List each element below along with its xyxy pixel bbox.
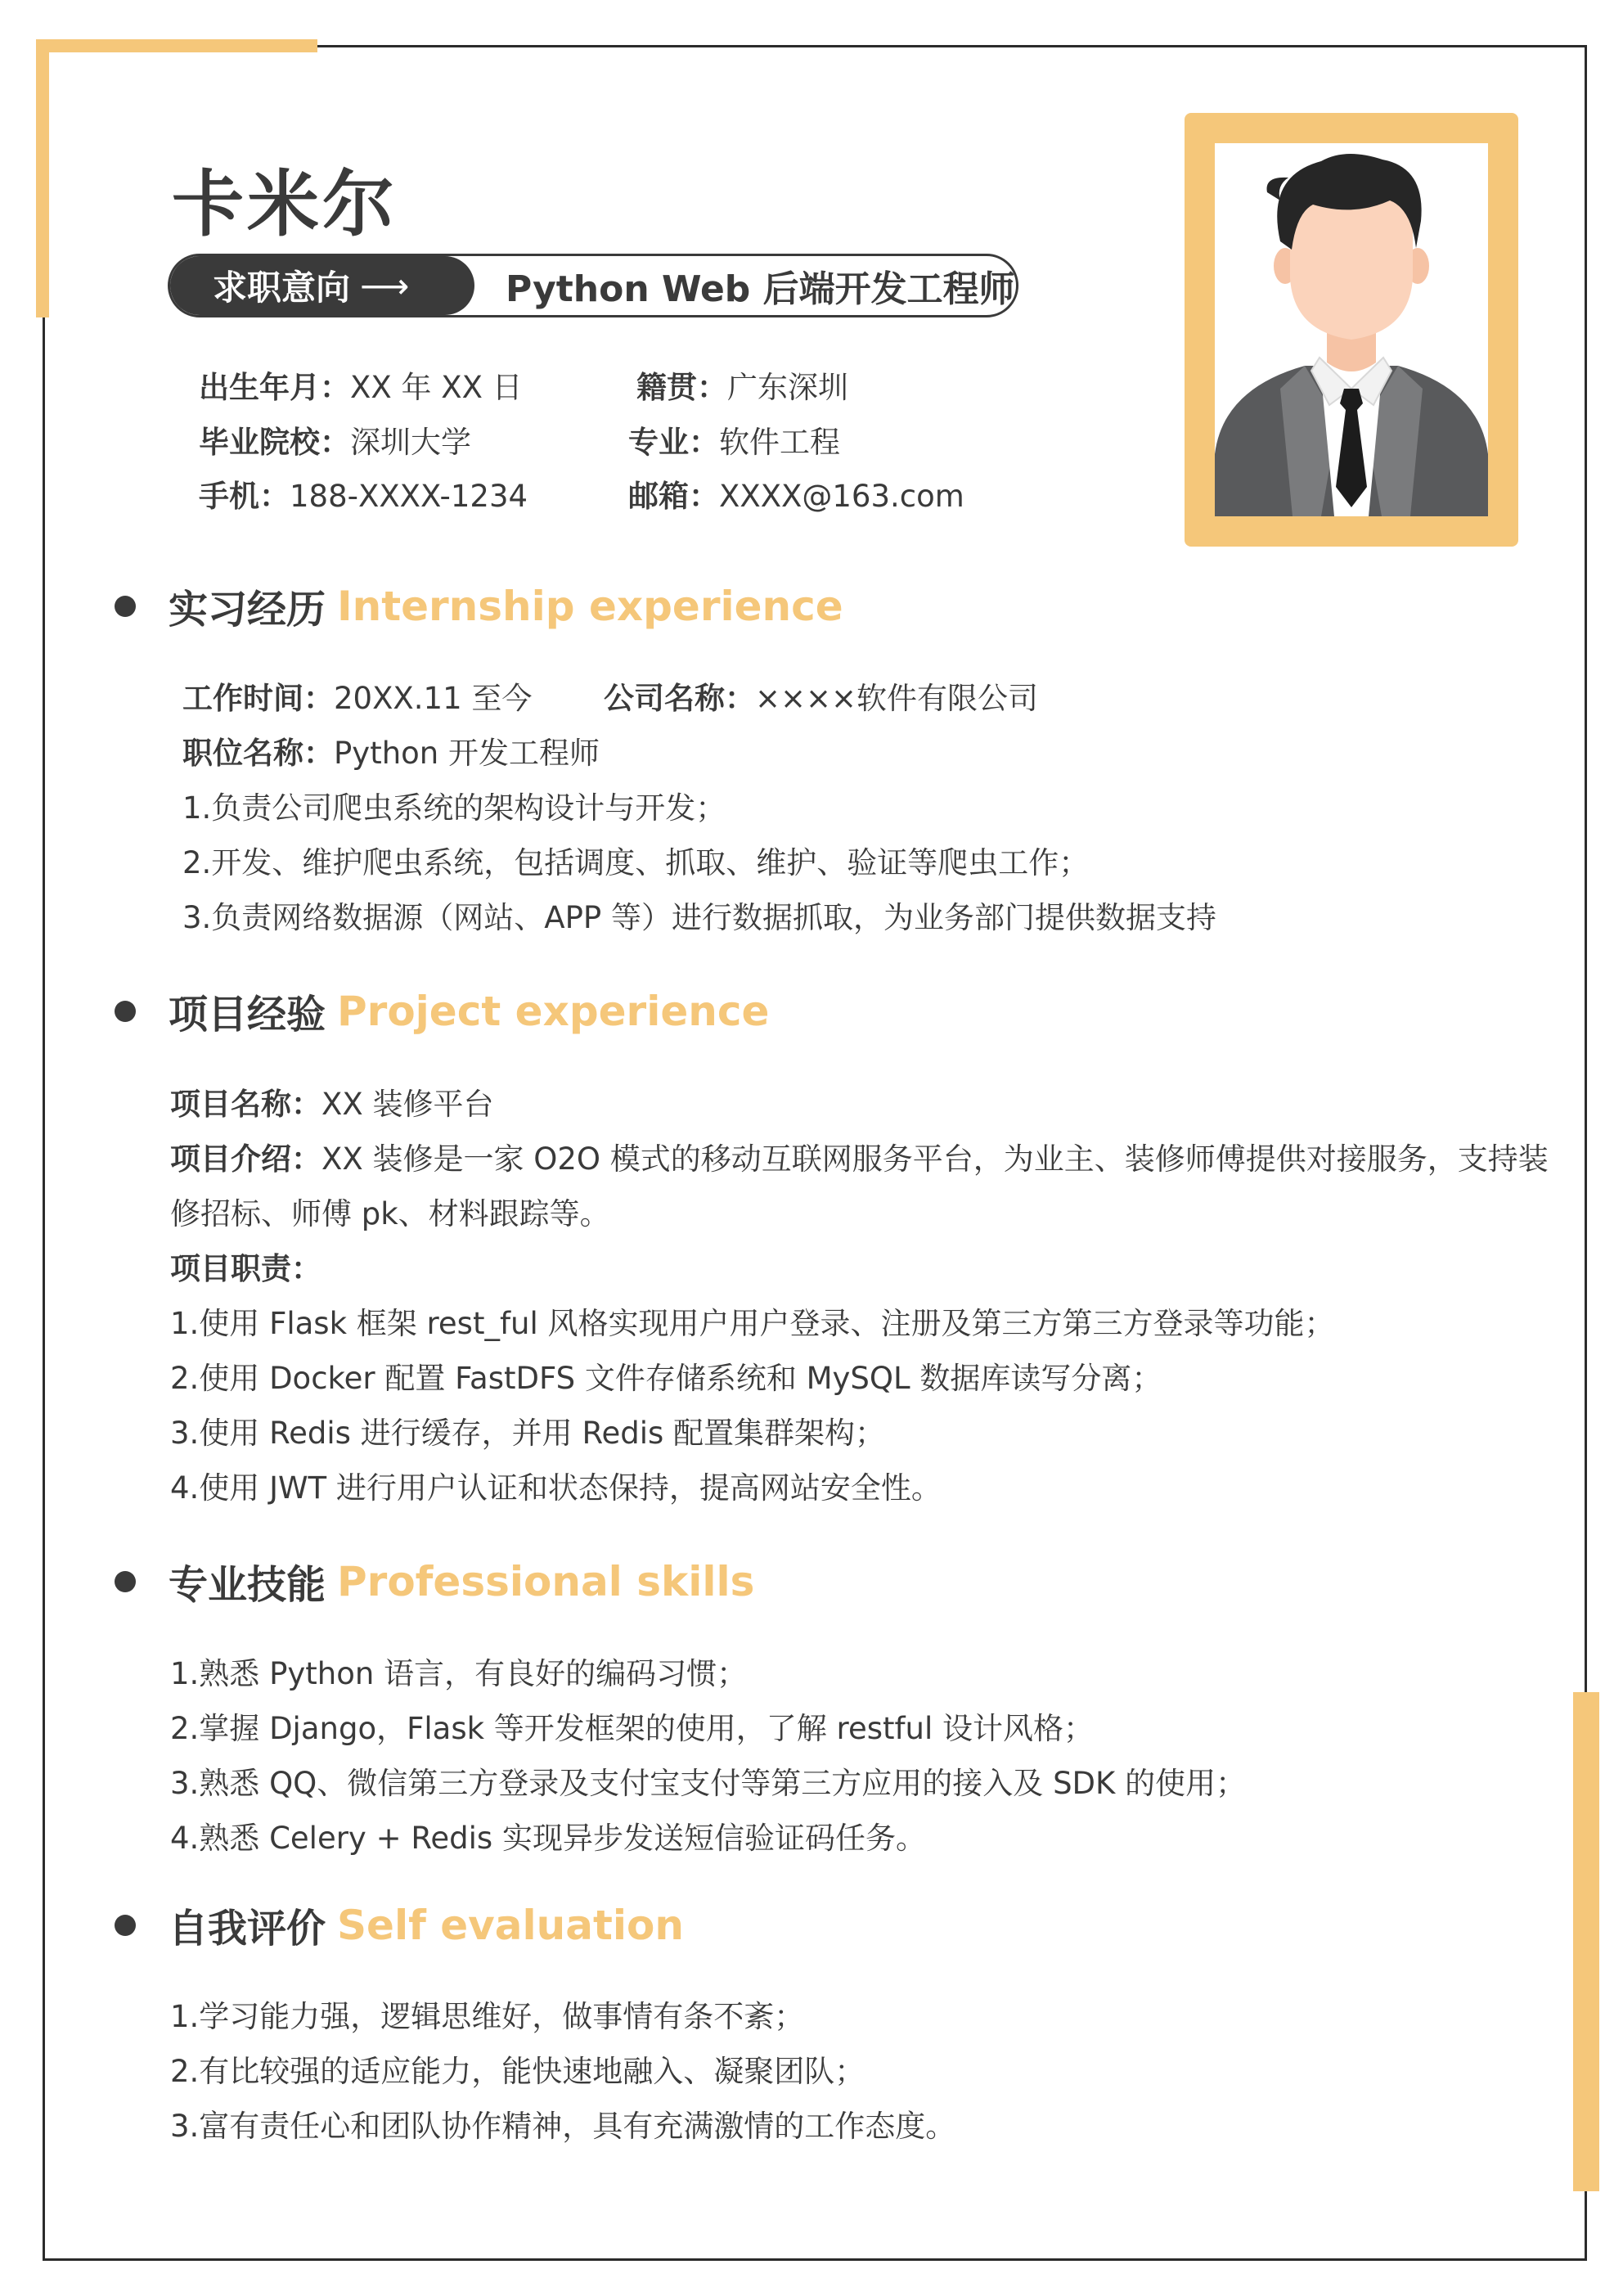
project-intro-cont: 修招标、师傅 pk、材料跟踪等。 xyxy=(170,1196,610,1231)
project-duty-label xyxy=(170,1251,321,1287)
time-label: 工作时间： xyxy=(182,681,334,716)
info-major xyxy=(628,425,840,460)
list-item: 3.富有责任心和团队协作精神，具有充满激情的工作态度。 xyxy=(170,2109,956,2144)
job-intent-banner xyxy=(168,254,1018,317)
project-intro-label: 项目介绍： xyxy=(170,1141,321,1177)
section-title-cn: 专业技能 xyxy=(169,1562,326,1608)
section-title-cn: 实习经历 xyxy=(169,587,326,633)
project-name-value: XX 装修平台 xyxy=(321,1087,494,1122)
job-intent-value: Python Web 后端开发工程师 xyxy=(506,268,1015,310)
list-item: 4.熟悉 Celery + Redis 实现异步发送短信验证码任务。 xyxy=(170,1821,926,1856)
section-evaluation-heading xyxy=(115,1897,684,1953)
project-name-label: 项目名称： xyxy=(170,1087,321,1122)
native-value: 广东深圳 xyxy=(727,370,848,405)
project-name xyxy=(170,1087,493,1123)
accent-bar-right xyxy=(1573,1692,1599,2191)
list-item: 1.使用 Flask 框架 rest_ful 风格实现用户用户登录、注册及第三方第三方登录等功能； xyxy=(170,1306,1335,1341)
phone-label: 手机： xyxy=(199,479,290,514)
internship-time xyxy=(182,681,532,717)
bullet-dot-icon xyxy=(115,596,136,617)
bullet-dot-icon xyxy=(115,1001,136,1022)
list-item: 2.开发、维护爬虫系统，包括调度、抓取、维护、验证等爬虫工作； xyxy=(182,845,1090,880)
project-intro-value: XX 装修是一家 O2O 模式的移动互联网服务平台，为业主、装修师傅提供对接服务，支持装 xyxy=(321,1141,1549,1177)
native-label: 籍贯： xyxy=(636,370,727,405)
section-title-cn: 项目经验 xyxy=(169,992,326,1038)
project-intro xyxy=(170,1141,1549,1177)
birth-label: 出生年月： xyxy=(199,370,350,405)
info-email xyxy=(628,479,964,514)
company-value: ××××软件有限公司 xyxy=(755,681,1039,716)
position-label: 职位名称： xyxy=(182,736,334,771)
arrow-right-icon: ⟶ xyxy=(360,265,410,306)
list-item: 1.熟悉 Python 语言，有良好的编码习惯； xyxy=(170,1656,748,1691)
phone-value: 188-XXXX-1234 xyxy=(290,479,528,514)
list-item: 1.学习能力强，逻辑思维好，做事情有条不紊； xyxy=(170,1999,805,2034)
internship-company xyxy=(604,681,1038,717)
section-title-cn: 自我评价 xyxy=(169,1906,326,1952)
list-item: 2.使用 Docker 配置 FastDFS 文件存储系统和 MySQL 数据库读写分离； xyxy=(170,1361,1162,1396)
list-item: 3.使用 Redis 进行缓存，并用 Redis 配置集群架构； xyxy=(170,1416,886,1451)
job-intent-label: 求职意向 xyxy=(213,268,351,308)
accent-bar-left xyxy=(36,39,49,317)
bullet-dot-icon xyxy=(115,1915,136,1936)
school-label: 毕业院校： xyxy=(199,425,350,460)
list-item: 4.使用 JWT 进行用户认证和状态保持，提高网站安全性。 xyxy=(170,1470,942,1506)
major-value: 软件工程 xyxy=(719,425,840,460)
list-item: 3.熟悉 QQ、微信第三方登录及支付宝支付等第三方应用的接入及 SDK 的使用； xyxy=(170,1766,1247,1801)
info-birth xyxy=(199,372,523,403)
school-value: 深圳大学 xyxy=(350,425,471,460)
internship-position xyxy=(182,736,600,772)
avatar xyxy=(1215,143,1488,516)
section-project-heading xyxy=(115,983,769,1039)
list-item: 3.负责网络数据源（网站、APP 等）进行数据抓取，为业务部门提供数据支持 xyxy=(182,900,1216,935)
section-title-en: Self evaluation xyxy=(337,1901,684,1949)
info-school xyxy=(199,425,471,460)
person-avatar-icon xyxy=(1215,143,1488,516)
time-value: 20XX.11 至今 xyxy=(334,681,533,716)
photo-frame xyxy=(1185,113,1518,547)
email-label: 邮箱： xyxy=(628,479,719,514)
list-item: 2.掌握 Django，Flask 等开发框架的使用，了解 restful 设计风格； xyxy=(170,1711,1095,1746)
section-skills-heading xyxy=(115,1553,754,1609)
major-label: 专业： xyxy=(628,425,719,460)
info-phone xyxy=(199,479,528,514)
list-item: 1.负责公司爬虫系统的架构设计与开发； xyxy=(182,790,726,826)
birth-value: XX 年 XX 日 xyxy=(350,370,523,405)
section-title-en: Project experience xyxy=(337,987,770,1035)
candidate-name: 卡米尔 xyxy=(172,162,398,246)
company-label: 公司名称： xyxy=(604,681,755,716)
email-value: XXXX@163.com xyxy=(719,479,964,514)
list-item: 2.有比较强的适应能力，能快速地融入、凝聚团队； xyxy=(170,2054,865,2089)
section-title-en: Professional skills xyxy=(337,1557,755,1605)
section-internship-heading xyxy=(115,578,843,634)
info-native xyxy=(636,372,848,403)
bullet-dot-icon xyxy=(115,1571,136,1592)
accent-bar-top xyxy=(36,39,317,52)
duty-label: 项目职责： xyxy=(170,1251,321,1286)
job-intent-tag xyxy=(170,256,474,315)
position-value: Python 开发工程师 xyxy=(334,736,600,771)
section-title-en: Internship experience xyxy=(337,582,843,630)
